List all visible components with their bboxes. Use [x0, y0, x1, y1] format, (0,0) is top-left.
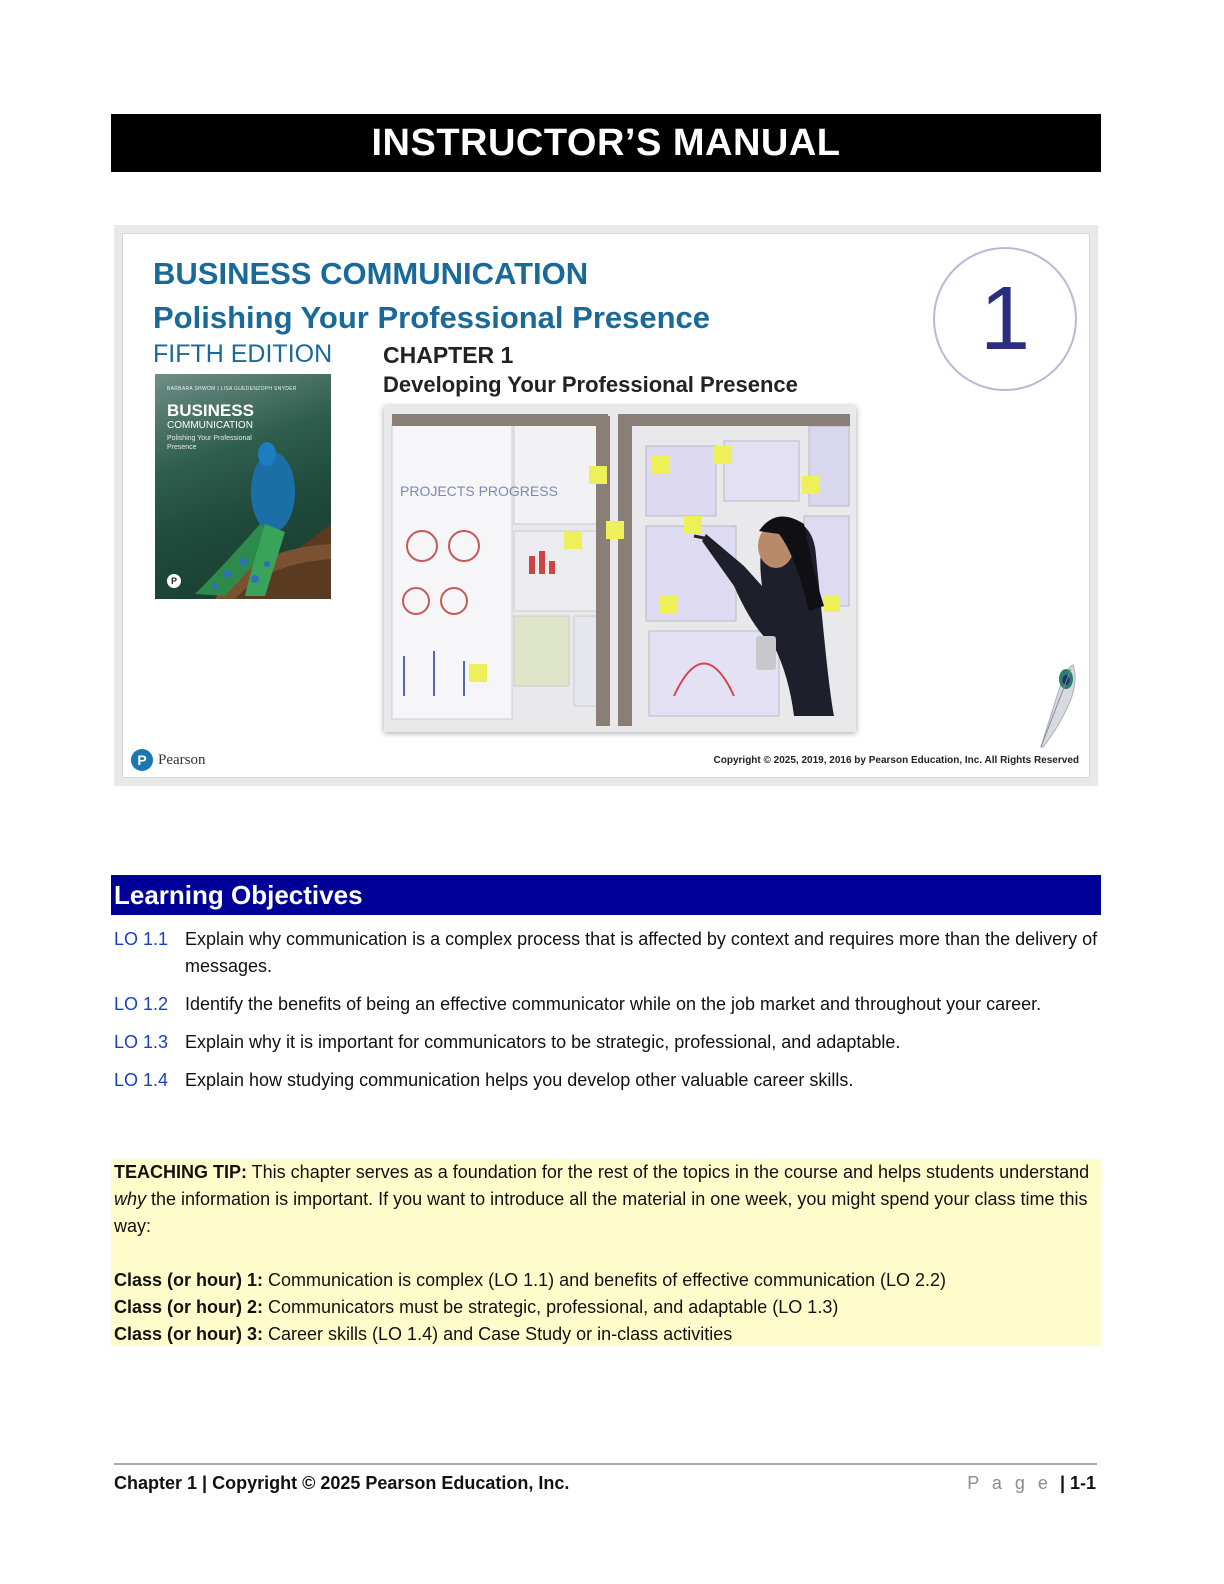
- class-plan-text: Career skills (LO 1.4) and Case Study or in-class activities: [263, 1324, 733, 1344]
- class-plan-label: Class (or hour) 1:: [114, 1270, 264, 1290]
- footer-separator: |: [197, 1473, 213, 1493]
- footer-page-value: | 1-1: [1059, 1473, 1096, 1493]
- chapter-title: Developing Your Professional Presence: [383, 372, 798, 397]
- whiteboard-illustration: [384, 406, 856, 732]
- book-subtitle: Polishing Your Professional Presence: [153, 300, 711, 335]
- cover-title-line2: COMMUNICATION: [167, 420, 253, 431]
- objective-text: Explain how studying communication helps you develop other valuable career skills.: [185, 1070, 854, 1090]
- objective-code: LO 1.1: [114, 929, 169, 949]
- class-plan-label: Class (or hour) 3:: [114, 1324, 264, 1344]
- teaching-tip-intro: [114, 1159, 1098, 1240]
- class-plan-label: Class (or hour) 2:: [114, 1297, 264, 1317]
- peacock-icon: [155, 374, 331, 599]
- cover-publisher-logo: P: [167, 574, 181, 588]
- pearson-logo-mark: P: [131, 749, 153, 771]
- objective-code: LO 1.2: [114, 994, 169, 1014]
- teaching-tip-emphasis: why: [114, 1189, 147, 1209]
- cover-authors: BARBARA SHWOM | LISA GUEDENZOPH SNYDER: [167, 386, 297, 392]
- learning-objective: [114, 991, 1104, 1018]
- objective-text: Explain why it is important for communicators to be strategic, professional, and adaptable.: [185, 1032, 901, 1052]
- book-cover-image: [155, 374, 331, 599]
- footer-chapter-copyright: [114, 1473, 569, 1494]
- slide-copyright: Copyright © 2025, 2019, 2016 by Pearson Education, Inc. All Rights Reserved: [713, 755, 1079, 766]
- footer-page-number: [967, 1473, 1096, 1494]
- chapter-label: CHAPTER 1: [383, 342, 514, 368]
- objective-code: LO 1.4: [114, 1070, 169, 1090]
- learning-objectives-heading: Learning Objectives: [111, 875, 1101, 915]
- page-title: INSTRUCTOR’S MANUAL: [111, 114, 1101, 172]
- learning-objective: [114, 1067, 1104, 1094]
- class-plan-item: [114, 1267, 1098, 1294]
- chapter-number-badge: 1: [933, 247, 1077, 391]
- feather-icon: [1031, 659, 1081, 749]
- class-plan-item: [114, 1321, 1098, 1348]
- objective-code: LO 1.3: [114, 1032, 169, 1052]
- pearson-logo: [131, 749, 206, 771]
- objective-text: Explain why communication is a complex process that is affected by context and requires more than the delivery of messages.: [185, 929, 1098, 976]
- footer-chapter: Chapter 1: [114, 1473, 198, 1493]
- cover-subtitle: Polishing Your Professional Presence: [167, 435, 252, 451]
- whiteboard-photo: [384, 406, 856, 732]
- teaching-tip-text-continued: the information is important. If you want to introduce all the material in one week, you might spend your class time this way:: [114, 1189, 1088, 1236]
- learning-objectives-list: [114, 926, 1104, 1105]
- teaching-tip-box: [111, 1159, 1101, 1346]
- book-title: BUSINESS COMMUNICATION: [153, 256, 589, 291]
- teaching-tip-label: TEACHING TIP:: [114, 1162, 247, 1182]
- board-label: PROJECTS PROGRESS: [400, 483, 558, 499]
- teaching-tip-text: This chapter serves as a foundation for the rest of the topics in the course and helps students understand: [247, 1162, 1090, 1182]
- footer-copyright: Copyright © 2025 Pearson Education, Inc.: [212, 1473, 570, 1493]
- class-plan-item: [114, 1294, 1098, 1321]
- book-edition: FIFTH EDITION: [153, 340, 333, 368]
- class-plan-text: Communication is complex (LO 1.1) and benefits of effective communication (LO 2.2): [263, 1270, 947, 1290]
- learning-objective: [114, 1029, 1104, 1056]
- chapter-cover-slide: [114, 225, 1098, 786]
- slide-content: [122, 233, 1090, 778]
- footer-divider: [114, 1463, 1097, 1465]
- footer-page-word: P a g e: [967, 1473, 1052, 1493]
- objective-text: Identify the benefits of being an effective communicator while on the job market and throughout your career.: [185, 994, 1042, 1014]
- learning-objective: [114, 926, 1104, 980]
- cover-title: BUSINESS: [167, 401, 254, 420]
- class-plan-text: Communicators must be strategic, professional, and adaptable (LO 1.3): [263, 1297, 839, 1317]
- pearson-wordmark: Pearson: [158, 751, 206, 768]
